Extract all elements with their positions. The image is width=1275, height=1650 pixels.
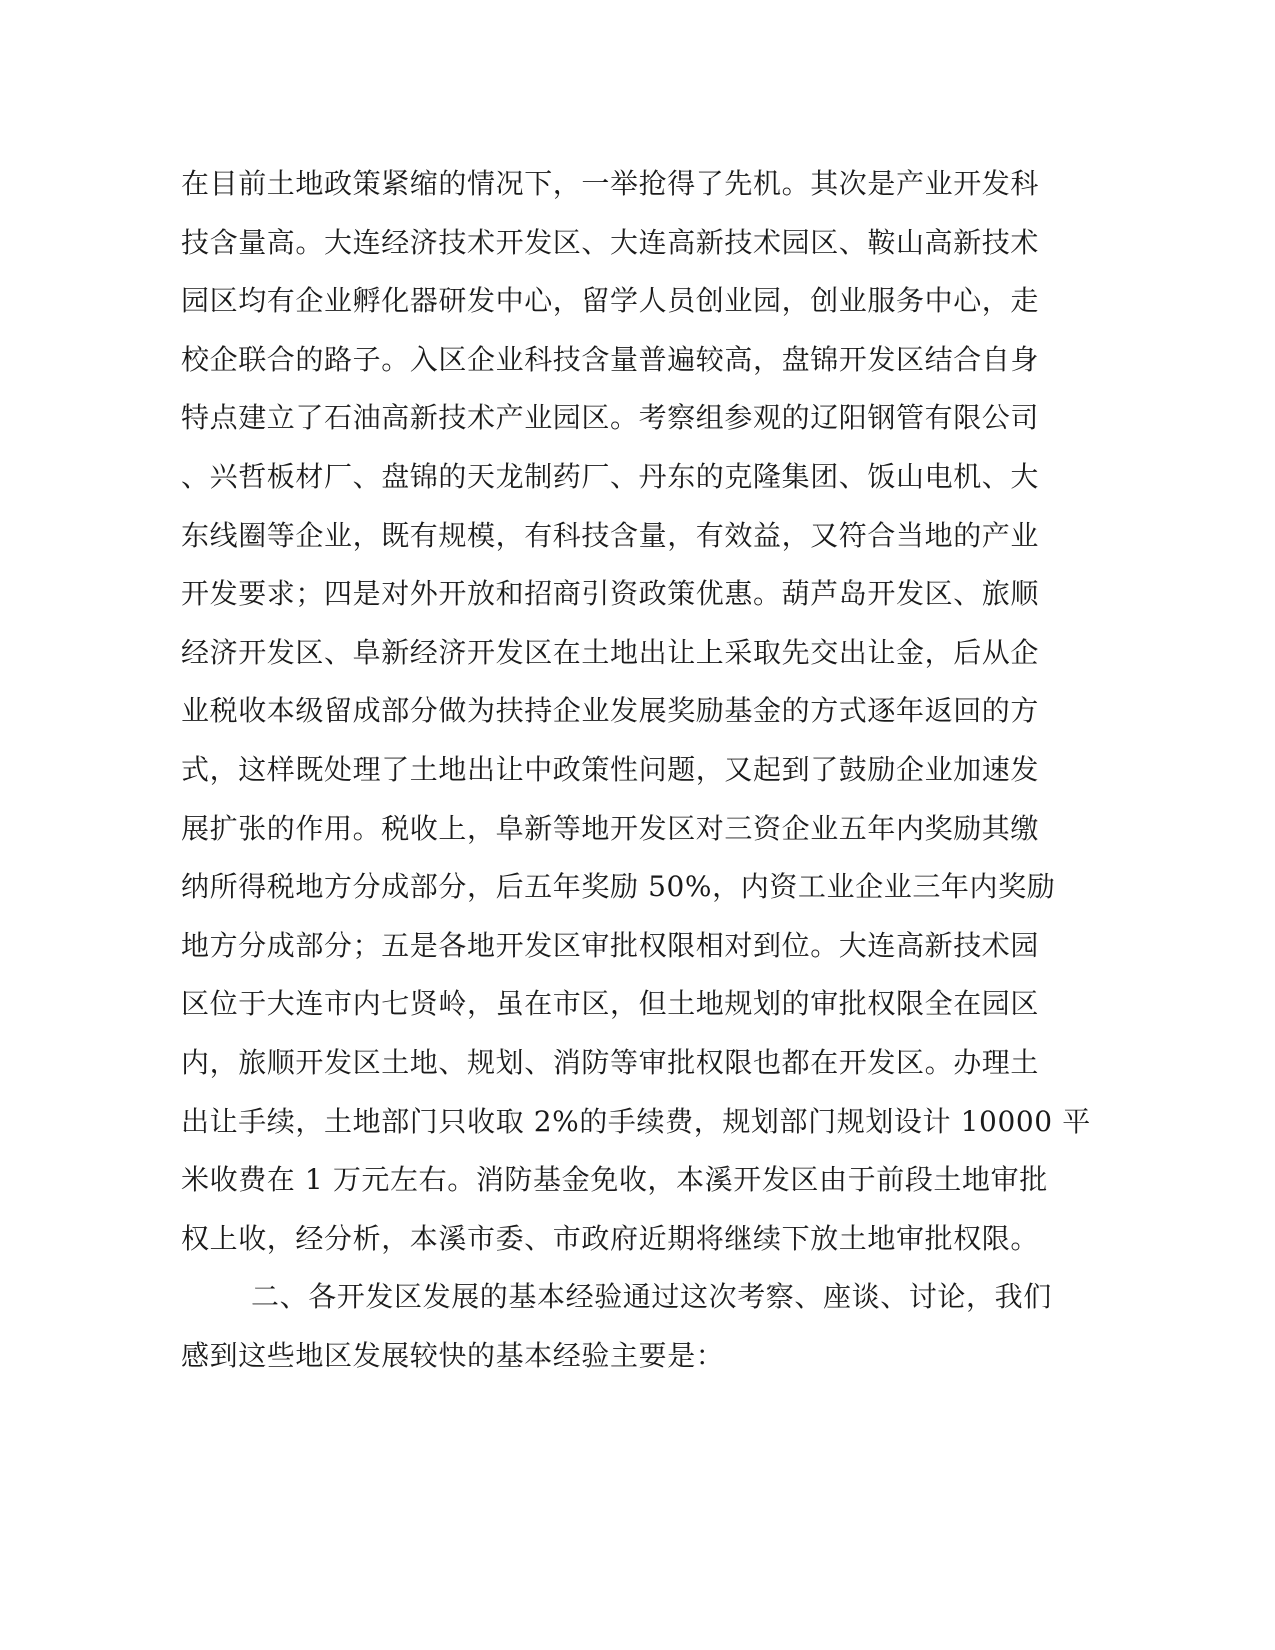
- text-line: 业税收本级留成部分做为扶持企业发展奖励基金的方式逐年返回的方: [181, 694, 1040, 728]
- text-line: 区位于大连市内七贤岭，虽在市区，但土地规划的审批权限全在园区: [181, 987, 1040, 1021]
- document-body: [181, 155, 1101, 1385]
- text-line: 开发要求；四是对外开放和招商引资政策优惠。葫芦岛开发区、旅顺: [181, 577, 1040, 611]
- text-line: 权上收，经分析，本溪市委、市政府近期将继续下放土地审批权限。: [181, 1221, 1040, 1255]
- text-line: 东线圈等企业，既有规模，有科技含量，有效益，又符合当地的产业: [181, 518, 1040, 552]
- text-line: 米收费在 1 万元左右。消防基金免收，本溪开发区由于前段土地审批: [181, 1163, 1048, 1197]
- text-line: 在目前土地政策紧缩的情况下，一举抢得了先机。其次是产业开发科: [181, 167, 1040, 200]
- text-line: 地方分成部分；五是各地开发区审批权限相对到位。大连高新技术园: [181, 928, 1040, 962]
- text-line: 内，旅顺开发区土地、规划、消防等审批权限也都在开发区。办理土: [181, 1045, 1040, 1079]
- text-line: 感到这些地区发展较快的基本经验主要是：: [181, 1338, 725, 1372]
- text-line: 特点建立了石油高新技术产业园区。考察组参观的辽阳钢管有限公司: [181, 401, 1040, 435]
- text-line: 式，这样既处理了土地出让中政策性问题，又起到了鼓励企业加速发: [181, 752, 1040, 786]
- text-line: 纳所得税地方分成部分，后五年奖励 50%，内资工业企业三年内奖励: [181, 870, 1056, 904]
- text-line: 园区均有企业孵化器研发中心，留学人员创业园，创业服务中心，走: [181, 284, 1040, 318]
- text-line: 展扩张的作用。税收上，阜新等地开发区对三资企业五年内奖励其缴: [181, 811, 1040, 845]
- text-line: 技含量高。大连经济技术开发区、大连高新技术园区、鞍山高新技术: [181, 225, 1040, 259]
- text-line: 经济开发区、阜新经济开发区在土地出让上采取先交出让金，后从企: [181, 635, 1040, 669]
- text-line: 校企联合的路子。入区企业科技含量普遍较高，盘锦开发区结合自身: [181, 342, 1040, 376]
- text-line: 出让手续，土地部门只收取 2%的手续费，规划部门规划设计 10000 平: [181, 1104, 1091, 1138]
- text-line: 、兴哲板材厂、盘锦的天龙制药厂、丹东的克隆集团、饭山电机、大: [181, 459, 1040, 493]
- section-heading-line: 二、各开发区发展的基本经验通过这次考察、座谈、讨论，我们: [251, 1280, 1052, 1314]
